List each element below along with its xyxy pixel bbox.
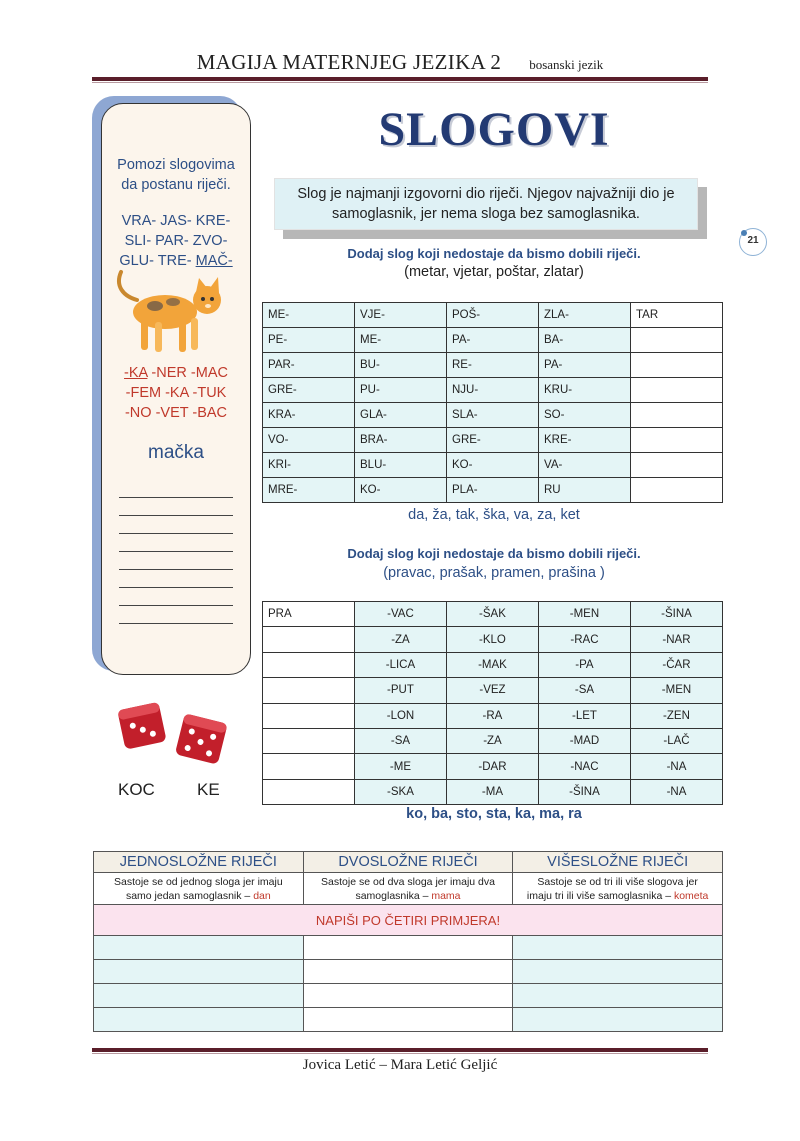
table-cell: PU- — [355, 378, 447, 403]
table-cell: -NA — [630, 779, 722, 804]
table-cell: KRE- — [539, 428, 631, 453]
syllable-line: SLI- PAR- ZVO- — [124, 233, 228, 249]
table-cell: -NAC — [538, 754, 630, 779]
table-cell: -LON — [354, 703, 446, 728]
sidebar-intro-line: da postanu riječi. — [121, 177, 231, 193]
table-row — [263, 678, 723, 703]
table-cell: VO- — [263, 428, 355, 453]
answer-cell[interactable] — [94, 1008, 304, 1032]
table-cell: -VAC — [354, 602, 446, 627]
answer-row — [94, 984, 723, 1008]
table-cell: -PA — [538, 652, 630, 677]
cat-illustration — [113, 262, 233, 360]
table-cell[interactable] — [631, 453, 723, 478]
answer-cell[interactable] — [513, 936, 723, 960]
table-cell: -PUT — [354, 678, 446, 703]
syllable-line-prefix: GLU- TRE- — [119, 253, 196, 269]
description-example: kometa — [673, 889, 709, 902]
table-cell: VA- — [539, 453, 631, 478]
table-cell: -NAR — [630, 627, 722, 652]
table-cell: TAR — [631, 303, 723, 328]
table-row — [263, 403, 723, 428]
table-cell[interactable] — [263, 678, 355, 703]
book-title: MAGIJA MATERNJEG JEZIKA 2 — [196, 50, 502, 74]
table-cell: -NA — [630, 754, 722, 779]
page-title: SLOGOVI — [378, 103, 610, 156]
table-cell[interactable] — [631, 478, 723, 503]
exercise2-examples: (pravac, prašak, pramen, prašina ) — [383, 565, 605, 581]
sidebar-intro-line: Pomozi slogovima — [117, 157, 235, 173]
table-cell: -ME — [354, 754, 446, 779]
syllable-highlight: MAČ- — [195, 253, 233, 269]
table-cell: -ŠINA — [630, 602, 722, 627]
table-row — [263, 602, 723, 627]
table-cell[interactable] — [263, 652, 355, 677]
answer-row — [94, 960, 723, 984]
page-number-dot — [741, 230, 747, 236]
table-cell: KRA- — [263, 403, 355, 428]
book-subtitle: bosanski jezik — [529, 57, 604, 72]
exercise1-syllables: da, ža, tak, ška, va, za, ket — [408, 507, 580, 523]
table-cell: KRI- — [263, 453, 355, 478]
page-footer: Jovica Letić – Mara Letić Geljić — [302, 1057, 498, 1073]
table-cell: GLA- — [355, 403, 447, 428]
footer-rule — [92, 1048, 708, 1052]
table-cell: -MAK — [446, 652, 538, 677]
table-cell: BA- — [539, 328, 631, 353]
table-cell[interactable] — [631, 353, 723, 378]
table-cell: -DAR — [446, 754, 538, 779]
table-cell: -MAD — [538, 728, 630, 753]
dice-label-left: KOC — [118, 780, 155, 799]
table-cell: -SA — [538, 678, 630, 703]
definition-line: samoglasnik, jer nema sloga bez samoglasnika. — [332, 206, 640, 222]
page-header — [0, 50, 800, 75]
description-text: samo jedan samoglasnik – — [125, 889, 254, 902]
column-title: JEDNOSLOŽNE RIJEČI — [94, 852, 304, 873]
description-line: Sastoje se od dva sloga jer imaju dva — [321, 875, 495, 888]
column-title: VIŠESLOŽNE RIJEČI — [513, 852, 723, 873]
table-cell: ME- — [355, 328, 447, 353]
answer-line[interactable] — [119, 605, 233, 606]
table-cell[interactable] — [631, 403, 723, 428]
column-description — [513, 873, 723, 905]
exercise2-instruction: Dodaj slog koji nedostaje da bismo dobili riječi. — [347, 546, 641, 561]
answer-row — [94, 1008, 723, 1032]
answer-line[interactable] — [119, 569, 233, 570]
ending-highlight: -KA — [124, 365, 148, 381]
ending-line: -FEM -KA -TUK — [125, 385, 227, 401]
example-word: mačka — [148, 442, 204, 463]
column-title: DVOSLOŽNE RIJEČI — [303, 852, 513, 873]
exercise2-syllables: ko, ba, sto, sta, ka, ma, ra — [406, 806, 582, 822]
table-row — [263, 779, 723, 804]
word-types-task: NAPIŠI PO ČETIRI PRIMJERA! — [94, 905, 723, 936]
table-cell: -MEN — [538, 602, 630, 627]
answer-line[interactable] — [119, 533, 233, 534]
table-cell: VJE- — [355, 303, 447, 328]
table-cell: -LET — [538, 703, 630, 728]
dice-illustration — [115, 698, 231, 770]
table-cell: -SKA — [354, 779, 446, 804]
exercise2-table — [262, 601, 723, 805]
description-text: imaju tri ili više samoglasnika – — [526, 889, 674, 902]
syllable-line: VRA- JAS- KRE- — [121, 213, 231, 229]
table-cell: PRA — [263, 602, 355, 627]
table-row — [263, 478, 723, 503]
word-types-header-row — [94, 852, 723, 873]
table-cell[interactable] — [631, 328, 723, 353]
table-cell: BLU- — [355, 453, 447, 478]
table-cell: BRA- — [355, 428, 447, 453]
word-types-task-row — [94, 905, 723, 936]
table-row — [263, 453, 723, 478]
table-row — [263, 627, 723, 652]
header-rule-thin — [92, 82, 708, 83]
table-cell: ZLA- — [539, 303, 631, 328]
answer-line[interactable] — [119, 515, 233, 516]
table-cell: -LAČ — [630, 728, 722, 753]
table-cell[interactable] — [263, 779, 355, 804]
table-cell[interactable] — [263, 703, 355, 728]
table-cell[interactable] — [631, 428, 723, 453]
table-row — [263, 353, 723, 378]
answer-cell[interactable] — [513, 960, 723, 984]
table-cell: PLA- — [447, 478, 539, 503]
table-cell: NJU- — [447, 378, 539, 403]
table-cell: GRE- — [263, 378, 355, 403]
answer-cell[interactable] — [94, 984, 304, 1008]
table-cell: -ZA — [354, 627, 446, 652]
exercise1-examples: (metar, vjetar, poštar, zlatar) — [404, 264, 584, 280]
definition-box — [274, 178, 698, 230]
table-cell: -ZEN — [630, 703, 722, 728]
description-line — [308, 889, 509, 903]
table-cell: GRE- — [447, 428, 539, 453]
table-row — [263, 428, 723, 453]
answer-cell[interactable] — [513, 984, 723, 1008]
table-cell: -ZA — [446, 728, 538, 753]
table-cell: KO- — [355, 478, 447, 503]
definition-line: Slog je najmanji izgovorni dio riječi. Njegov najvažniji dio je — [297, 186, 675, 202]
answer-cell[interactable] — [303, 936, 513, 960]
table-cell: -MA — [446, 779, 538, 804]
answer-line[interactable] — [119, 623, 233, 624]
table-cell: -ŠAK — [446, 602, 538, 627]
description-example: dan — [253, 889, 271, 902]
table-cell: RE- — [447, 353, 539, 378]
table-cell[interactable] — [263, 754, 355, 779]
answer-cell[interactable] — [94, 960, 304, 984]
table-cell: -ŠINA — [538, 779, 630, 804]
description-line — [98, 889, 299, 903]
ending-line-rest: -NER -MAC — [147, 365, 228, 381]
table-cell: -ČAR — [630, 652, 722, 677]
table-cell: RU — [539, 478, 631, 503]
answer-cell[interactable] — [303, 984, 513, 1008]
table-cell: -LICA — [354, 652, 446, 677]
answer-cell[interactable] — [94, 936, 304, 960]
page-number: 21 — [739, 228, 767, 256]
table-row — [263, 378, 723, 403]
header-rule — [92, 77, 708, 81]
ending-line: -NO -VET -BAC — [124, 405, 228, 421]
exercise1-table — [262, 302, 723, 503]
column-description — [94, 873, 304, 905]
description-text: samoglasnika – — [355, 889, 432, 902]
answer-row — [94, 936, 723, 960]
table-cell: PA- — [447, 328, 539, 353]
table-cell: SLA- — [447, 403, 539, 428]
table-row — [263, 728, 723, 753]
word-types-table — [93, 851, 723, 1032]
table-cell: PA- — [539, 353, 631, 378]
answer-line[interactable] — [119, 587, 233, 588]
table-row — [263, 303, 723, 328]
table-cell: KRU- — [539, 378, 631, 403]
table-cell: PE- — [263, 328, 355, 353]
table-cell: SO- — [539, 403, 631, 428]
description-line: Sastoje se od tri ili više slogova jer — [537, 875, 698, 888]
dice-label-right: KE — [197, 780, 220, 799]
table-cell[interactable] — [263, 627, 355, 652]
table-cell: -RA — [446, 703, 538, 728]
table-cell: -KLO — [446, 627, 538, 652]
table-cell: PAR- — [263, 353, 355, 378]
table-cell[interactable] — [631, 378, 723, 403]
answer-line[interactable] — [119, 551, 233, 552]
table-cell: -RAC — [538, 627, 630, 652]
footer-rule-thin — [92, 1053, 708, 1054]
answer-line[interactable] — [119, 497, 233, 498]
table-cell: BU- — [355, 353, 447, 378]
table-cell: -VEZ — [446, 678, 538, 703]
ending-line — [102, 363, 250, 383]
table-row — [263, 703, 723, 728]
table-cell: POŠ- — [447, 303, 539, 328]
table-row — [263, 754, 723, 779]
description-line: Sastoje se od jednog sloga jer imaju — [114, 875, 283, 888]
answer-cell[interactable] — [303, 1008, 513, 1032]
answer-cell[interactable] — [513, 1008, 723, 1032]
sidebar-intro — [102, 155, 250, 195]
table-cell[interactable] — [263, 728, 355, 753]
description-example: mama — [431, 889, 461, 902]
answer-cell[interactable] — [303, 960, 513, 984]
table-cell: -SA — [354, 728, 446, 753]
table-cell: -MEN — [630, 678, 722, 703]
word-types-desc-row — [94, 873, 723, 905]
table-row — [263, 652, 723, 677]
column-description — [303, 873, 513, 905]
description-line — [517, 889, 718, 903]
table-cell: ME- — [263, 303, 355, 328]
sidebar-endings — [102, 363, 250, 423]
table-row — [263, 328, 723, 353]
exercise1-instruction: Dodaj slog koji nedostaje da bismo dobili riječi. — [347, 246, 641, 261]
table-cell: MRE- — [263, 478, 355, 503]
table-cell: KO- — [447, 453, 539, 478]
